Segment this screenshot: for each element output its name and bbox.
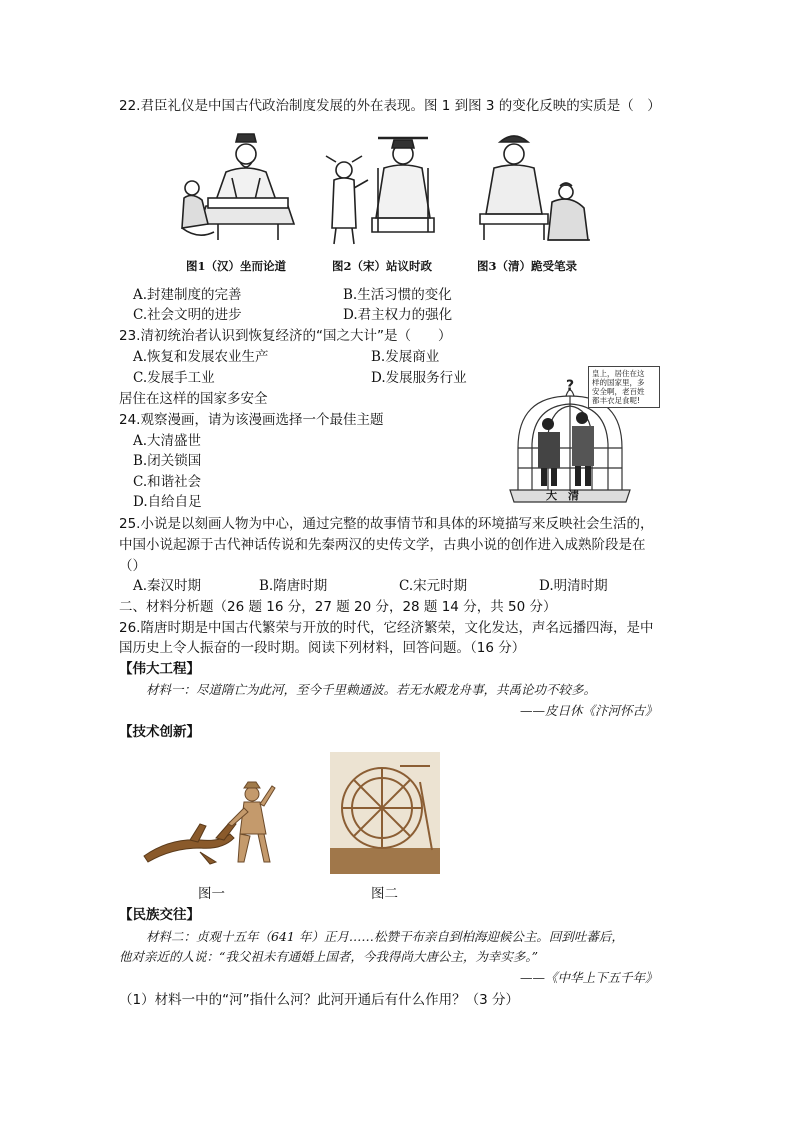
plough-illustration <box>140 778 300 874</box>
q25-option-b: B.隋唐时期 <box>259 578 328 594</box>
q23-stem: 23.清初统治者认识到恢复经济的“国之大计”是（ ） <box>119 328 452 344</box>
waterwheel-illustration <box>330 752 440 874</box>
q22-option-c: C.社会文明的进步 <box>133 307 242 323</box>
q24-option-b: B.闭关锁国 <box>133 453 202 469</box>
q22-option-d: D.君主权力的强化 <box>343 307 453 323</box>
cartoon-label: 大 清 <box>546 489 579 502</box>
q25-option-a: A.秦汉时期 <box>133 578 202 594</box>
q25-stem-line1: 25.小说是以刻画人物为中心，通过完整的故事情节和具体的环境描写来反映社会生活的， <box>119 516 654 532</box>
fig1-caption: 图1（汉）坐而论道 <box>186 259 287 273</box>
cartoon-question-mark: ? <box>566 378 575 394</box>
material-two-source: ——《中华上下五千年》 <box>520 970 658 985</box>
qing-court-illustration <box>470 128 600 250</box>
song-court-illustration <box>322 128 452 250</box>
material-one-source: ——皮日休《汴河怀古》 <box>520 703 658 718</box>
q22-option-a: A.封建制度的完善 <box>133 287 242 303</box>
material-one: 材料一：尽道隋亡为此河，至今千里赖通波。若无水殿龙舟事，共禹论功不较多。 <box>146 682 597 697</box>
q24-stem: 24.观察漫画，请为该漫画选择一个最佳主题 <box>119 412 384 428</box>
material-two-line1: 材料二：贞观十五年（641 年）正月……松赞干布亲自到柏海迎候公主。回到吐蕃后， <box>146 929 624 944</box>
q24-option-a: A.大清盛世 <box>133 433 202 449</box>
section2-heading: 二、材料分析题（26 题 16 分，27 题 20 分，28 题 14 分，共 50 分） <box>119 599 557 615</box>
han-court-illustration <box>178 128 308 250</box>
heading-great-project: 【伟大工程】 <box>119 661 200 677</box>
q23-option-c: C.发展手工业 <box>133 370 215 386</box>
cartoon-title: 居住在这样的国家多安全 <box>119 391 268 407</box>
q23-option-b: B.发展商业 <box>371 349 440 365</box>
q25-option-d: D.明清时期 <box>539 578 608 594</box>
fig-one-label: 图一 <box>198 886 225 902</box>
heading-tech-innovation: 【技术创新】 <box>119 724 200 740</box>
q24-option-d: D.自给自足 <box>133 494 202 510</box>
q23-option-d: D.发展服务行业 <box>371 370 467 386</box>
cartoon-speech-bubble: 皇上，居住在这 样的国家里，多 安全啊，老百姓 都丰衣足食呢! <box>588 366 660 408</box>
q25-stem-line3: （） <box>119 558 146 574</box>
material-two-line2: 他对亲近的人说：“我父祖未有通婚上国者，今我得尚大唐公主，为幸实多。” <box>119 949 539 964</box>
q25-option-c: C.宋元时期 <box>399 578 468 594</box>
q22-stem: 22.君臣礼仪是中国古代政治制度发展的外在表现。图 1 到图 3 的变化反映的实质是（ ） <box>119 98 661 114</box>
fig3-caption: 图3（清）跪受笔录 <box>477 259 578 273</box>
fig-two-label: 图二 <box>371 886 398 902</box>
q24-option-c: C.和谐社会 <box>133 474 202 490</box>
q22-option-b: B.生活习惯的变化 <box>343 287 452 303</box>
q25-stem-line2: 中国小说起源于古代神话传说和先秦两汉的史传文学，古典小说的创作进入成熟阶段是在 <box>119 537 646 553</box>
heading-ethnic-exchange: 【民族交往】 <box>119 907 200 923</box>
q26-stem-line1: 26.隋唐时期是中国古代繁荣与开放的时代，它经济繁荣，文化发达，声名远播四海，是中 <box>119 620 654 636</box>
q23-option-a: A.恢复和发展农业生产 <box>133 349 269 365</box>
q26-stem-line2: 国历史上令人振奋的一段时期。阅读下列材料，回答问题。（16 分） <box>119 640 526 656</box>
q26-sub-question-1: （1）材料一中的“河”指什么河？此河开通后有什么作用？（3 分） <box>119 992 519 1008</box>
fig2-caption: 图2（宋）站议时政 <box>332 259 433 273</box>
